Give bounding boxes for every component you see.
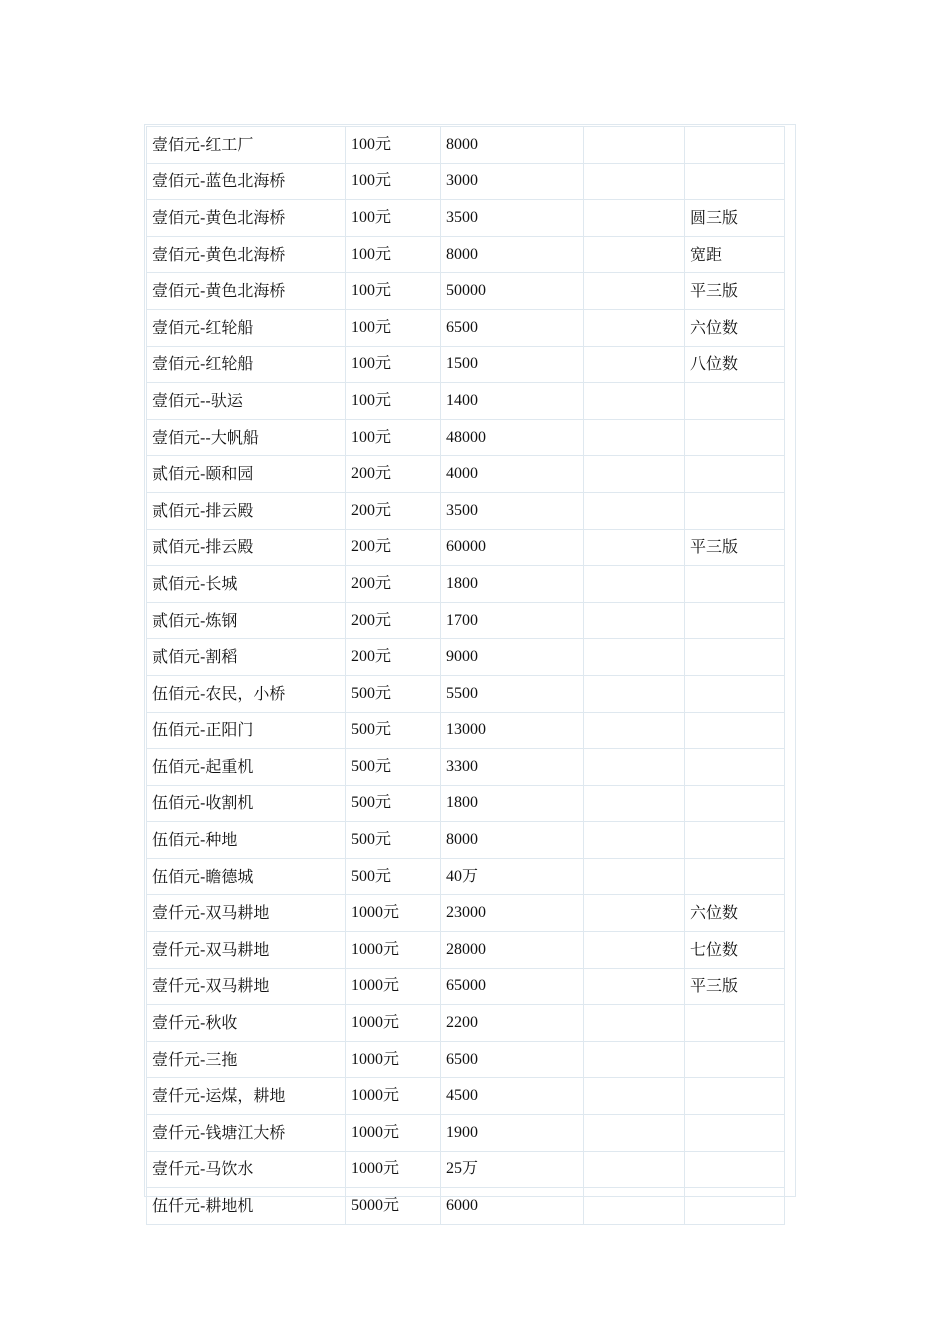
banknote-name-cell: 壹佰元-蓝色北海桥 [147,163,346,200]
banknote-name-cell: 伍佰元-正阳门 [147,712,346,749]
price-cell: 4000 [441,456,584,493]
banknote-name-cell: 壹仟元-秋收 [147,1005,346,1042]
price-cell: 65000 [441,968,584,1005]
price-cell: 48000 [441,419,584,456]
banknote-name-cell: 壹佰元-黄色北海桥 [147,273,346,310]
banknote-name-cell: 伍佰元-种地 [147,822,346,859]
price-cell: 6000 [441,1188,584,1225]
empty-cell [584,529,685,566]
banknote-name-cell: 贰佰元-排云殿 [147,529,346,566]
note-cell [685,639,785,676]
price-cell: 1400 [441,383,584,420]
denomination-cell: 500元 [346,749,441,786]
empty-cell [584,127,685,164]
empty-cell [584,1151,685,1188]
price-cell: 6500 [441,1041,584,1078]
banknote-name-cell: 壹佰元-红轮船 [147,346,346,383]
table-row [147,1188,785,1225]
price-cell: 8000 [441,236,584,273]
table-row [147,456,785,493]
note-cell [685,127,785,164]
banknote-name-cell: 壹仟元-双马耕地 [147,895,346,932]
banknote-name-cell: 壹仟元-三拖 [147,1041,346,1078]
denomination-cell: 200元 [346,456,441,493]
banknote-name-cell: 贰佰元-排云殿 [147,492,346,529]
note-cell [685,1188,785,1225]
empty-cell [584,273,685,310]
denomination-cell: 1000元 [346,1078,441,1115]
denomination-cell: 100元 [346,127,441,164]
table-row [147,895,785,932]
table-row [147,1115,785,1152]
note-cell [685,456,785,493]
table-row [147,127,785,164]
empty-cell [584,602,685,639]
denomination-cell: 1000元 [346,1151,441,1188]
price-cell: 4500 [441,1078,584,1115]
banknote-name-cell: 伍佰元-起重机 [147,749,346,786]
banknote-name-cell: 伍佰元-收割机 [147,785,346,822]
denomination-cell: 100元 [346,236,441,273]
empty-cell [584,675,685,712]
note-cell [685,163,785,200]
banknote-name-cell: 壹佰元-红轮船 [147,309,346,346]
table-row [147,712,785,749]
banknote-name-cell: 壹佰元--大帆船 [147,419,346,456]
empty-cell [584,492,685,529]
note-cell: 六位数 [685,309,785,346]
note-cell [685,1115,785,1152]
empty-cell [584,1041,685,1078]
note-cell: 六位数 [685,895,785,932]
banknote-name-cell: 贰佰元-长城 [147,566,346,603]
empty-cell [584,712,685,749]
table-row [147,383,785,420]
empty-cell [584,1005,685,1042]
banknote-name-cell: 壹佰元--驮运 [147,383,346,420]
banknote-name-cell: 贰佰元-颐和园 [147,456,346,493]
banknote-name-cell: 壹仟元-双马耕地 [147,932,346,969]
table-row [147,1005,785,1042]
note-cell [685,1078,785,1115]
empty-cell [584,822,685,859]
price-cell: 6500 [441,309,584,346]
note-cell [685,749,785,786]
empty-cell [584,200,685,237]
price-cell: 23000 [441,895,584,932]
banknote-name-cell: 伍佰元-瞻德城 [147,858,346,895]
banknote-name-cell: 贰佰元-割稻 [147,639,346,676]
empty-cell [584,566,685,603]
banknote-name-cell: 壹仟元-运煤，耕地 [147,1078,346,1115]
price-cell: 1900 [441,1115,584,1152]
empty-cell [584,383,685,420]
denomination-cell: 500元 [346,822,441,859]
empty-cell [584,968,685,1005]
price-cell: 8000 [441,127,584,164]
empty-cell [584,749,685,786]
denomination-cell: 5000元 [346,1188,441,1225]
table-row [147,1041,785,1078]
empty-cell [584,858,685,895]
empty-cell [584,895,685,932]
note-cell [685,858,785,895]
table-row [147,566,785,603]
price-cell: 2200 [441,1005,584,1042]
empty-cell [584,163,685,200]
note-cell: 平三版 [685,968,785,1005]
denomination-cell: 1000元 [346,968,441,1005]
empty-cell [584,1115,685,1152]
table-row [147,492,785,529]
banknote-name-cell: 壹仟元-钱塘江大桥 [147,1115,346,1152]
table-row [147,1151,785,1188]
banknote-name-cell: 伍佰元-农民，小桥 [147,675,346,712]
price-table [146,126,785,1225]
denomination-cell: 100元 [346,273,441,310]
price-cell: 3500 [441,200,584,237]
denomination-cell: 200元 [346,602,441,639]
denomination-cell: 100元 [346,346,441,383]
denomination-cell: 200元 [346,639,441,676]
empty-cell [584,1188,685,1225]
table-row [147,163,785,200]
price-cell: 1700 [441,602,584,639]
note-cell [685,383,785,420]
note-cell [685,419,785,456]
price-cell: 1800 [441,785,584,822]
price-cell: 1800 [441,566,584,603]
table-row [147,1078,785,1115]
denomination-cell: 100元 [346,163,441,200]
price-cell: 8000 [441,822,584,859]
price-cell: 40万 [441,858,584,895]
price-cell: 3300 [441,749,584,786]
price-cell: 1500 [441,346,584,383]
table-body [147,127,785,1225]
denomination-cell: 1000元 [346,1041,441,1078]
price-cell: 13000 [441,712,584,749]
note-cell [685,602,785,639]
denomination-cell: 500元 [346,712,441,749]
note-cell [685,1041,785,1078]
table-row [147,785,785,822]
denomination-cell: 100元 [346,419,441,456]
empty-cell [584,932,685,969]
banknote-name-cell: 壹仟元-双马耕地 [147,968,346,1005]
denomination-cell: 100元 [346,383,441,420]
table-row [147,858,785,895]
table-row [147,822,785,859]
denomination-cell: 1000元 [346,895,441,932]
denomination-cell: 100元 [346,200,441,237]
table-row [147,932,785,969]
empty-cell [584,785,685,822]
note-cell [685,822,785,859]
price-cell: 25万 [441,1151,584,1188]
table-row [147,309,785,346]
price-cell: 28000 [441,932,584,969]
note-cell [685,785,785,822]
banknote-name-cell: 壹佰元-黄色北海桥 [147,200,346,237]
table-row [147,346,785,383]
banknote-name-cell: 伍仟元-耕地机 [147,1188,346,1225]
note-cell: 圆三版 [685,200,785,237]
banknote-name-cell: 贰佰元-炼钢 [147,602,346,639]
denomination-cell: 500元 [346,858,441,895]
denomination-cell: 1000元 [346,1005,441,1042]
note-cell: 七位数 [685,932,785,969]
denomination-cell: 200元 [346,492,441,529]
note-cell [685,712,785,749]
table-row [147,968,785,1005]
table-row [147,236,785,273]
denomination-cell: 100元 [346,309,441,346]
note-cell [685,566,785,603]
empty-cell [584,309,685,346]
banknote-name-cell: 壹佰元-黄色北海桥 [147,236,346,273]
table-row [147,200,785,237]
note-cell [685,675,785,712]
table-row [147,529,785,566]
empty-cell [584,419,685,456]
note-cell [685,1005,785,1042]
denomination-cell: 500元 [346,675,441,712]
banknote-name-cell: 壹佰元-红工厂 [147,127,346,164]
denomination-cell: 500元 [346,785,441,822]
note-cell: 平三版 [685,529,785,566]
denomination-cell: 200元 [346,566,441,603]
table-row [147,749,785,786]
table-row [147,675,785,712]
note-cell: 平三版 [685,273,785,310]
note-cell: 八位数 [685,346,785,383]
note-cell [685,492,785,529]
price-cell: 50000 [441,273,584,310]
price-cell: 3000 [441,163,584,200]
denomination-cell: 1000元 [346,1115,441,1152]
denomination-cell: 1000元 [346,932,441,969]
note-cell: 宽距 [685,236,785,273]
price-cell: 5500 [441,675,584,712]
table-row [147,273,785,310]
price-cell: 9000 [441,639,584,676]
denomination-cell: 200元 [346,529,441,566]
table-row [147,419,785,456]
empty-cell [584,236,685,273]
empty-cell [584,456,685,493]
empty-cell [584,639,685,676]
note-cell [685,1151,785,1188]
banknote-name-cell: 壹仟元-马饮水 [147,1151,346,1188]
empty-cell [584,346,685,383]
price-cell: 3500 [441,492,584,529]
price-cell: 60000 [441,529,584,566]
table-row [147,602,785,639]
empty-cell [584,1078,685,1115]
table-row [147,639,785,676]
